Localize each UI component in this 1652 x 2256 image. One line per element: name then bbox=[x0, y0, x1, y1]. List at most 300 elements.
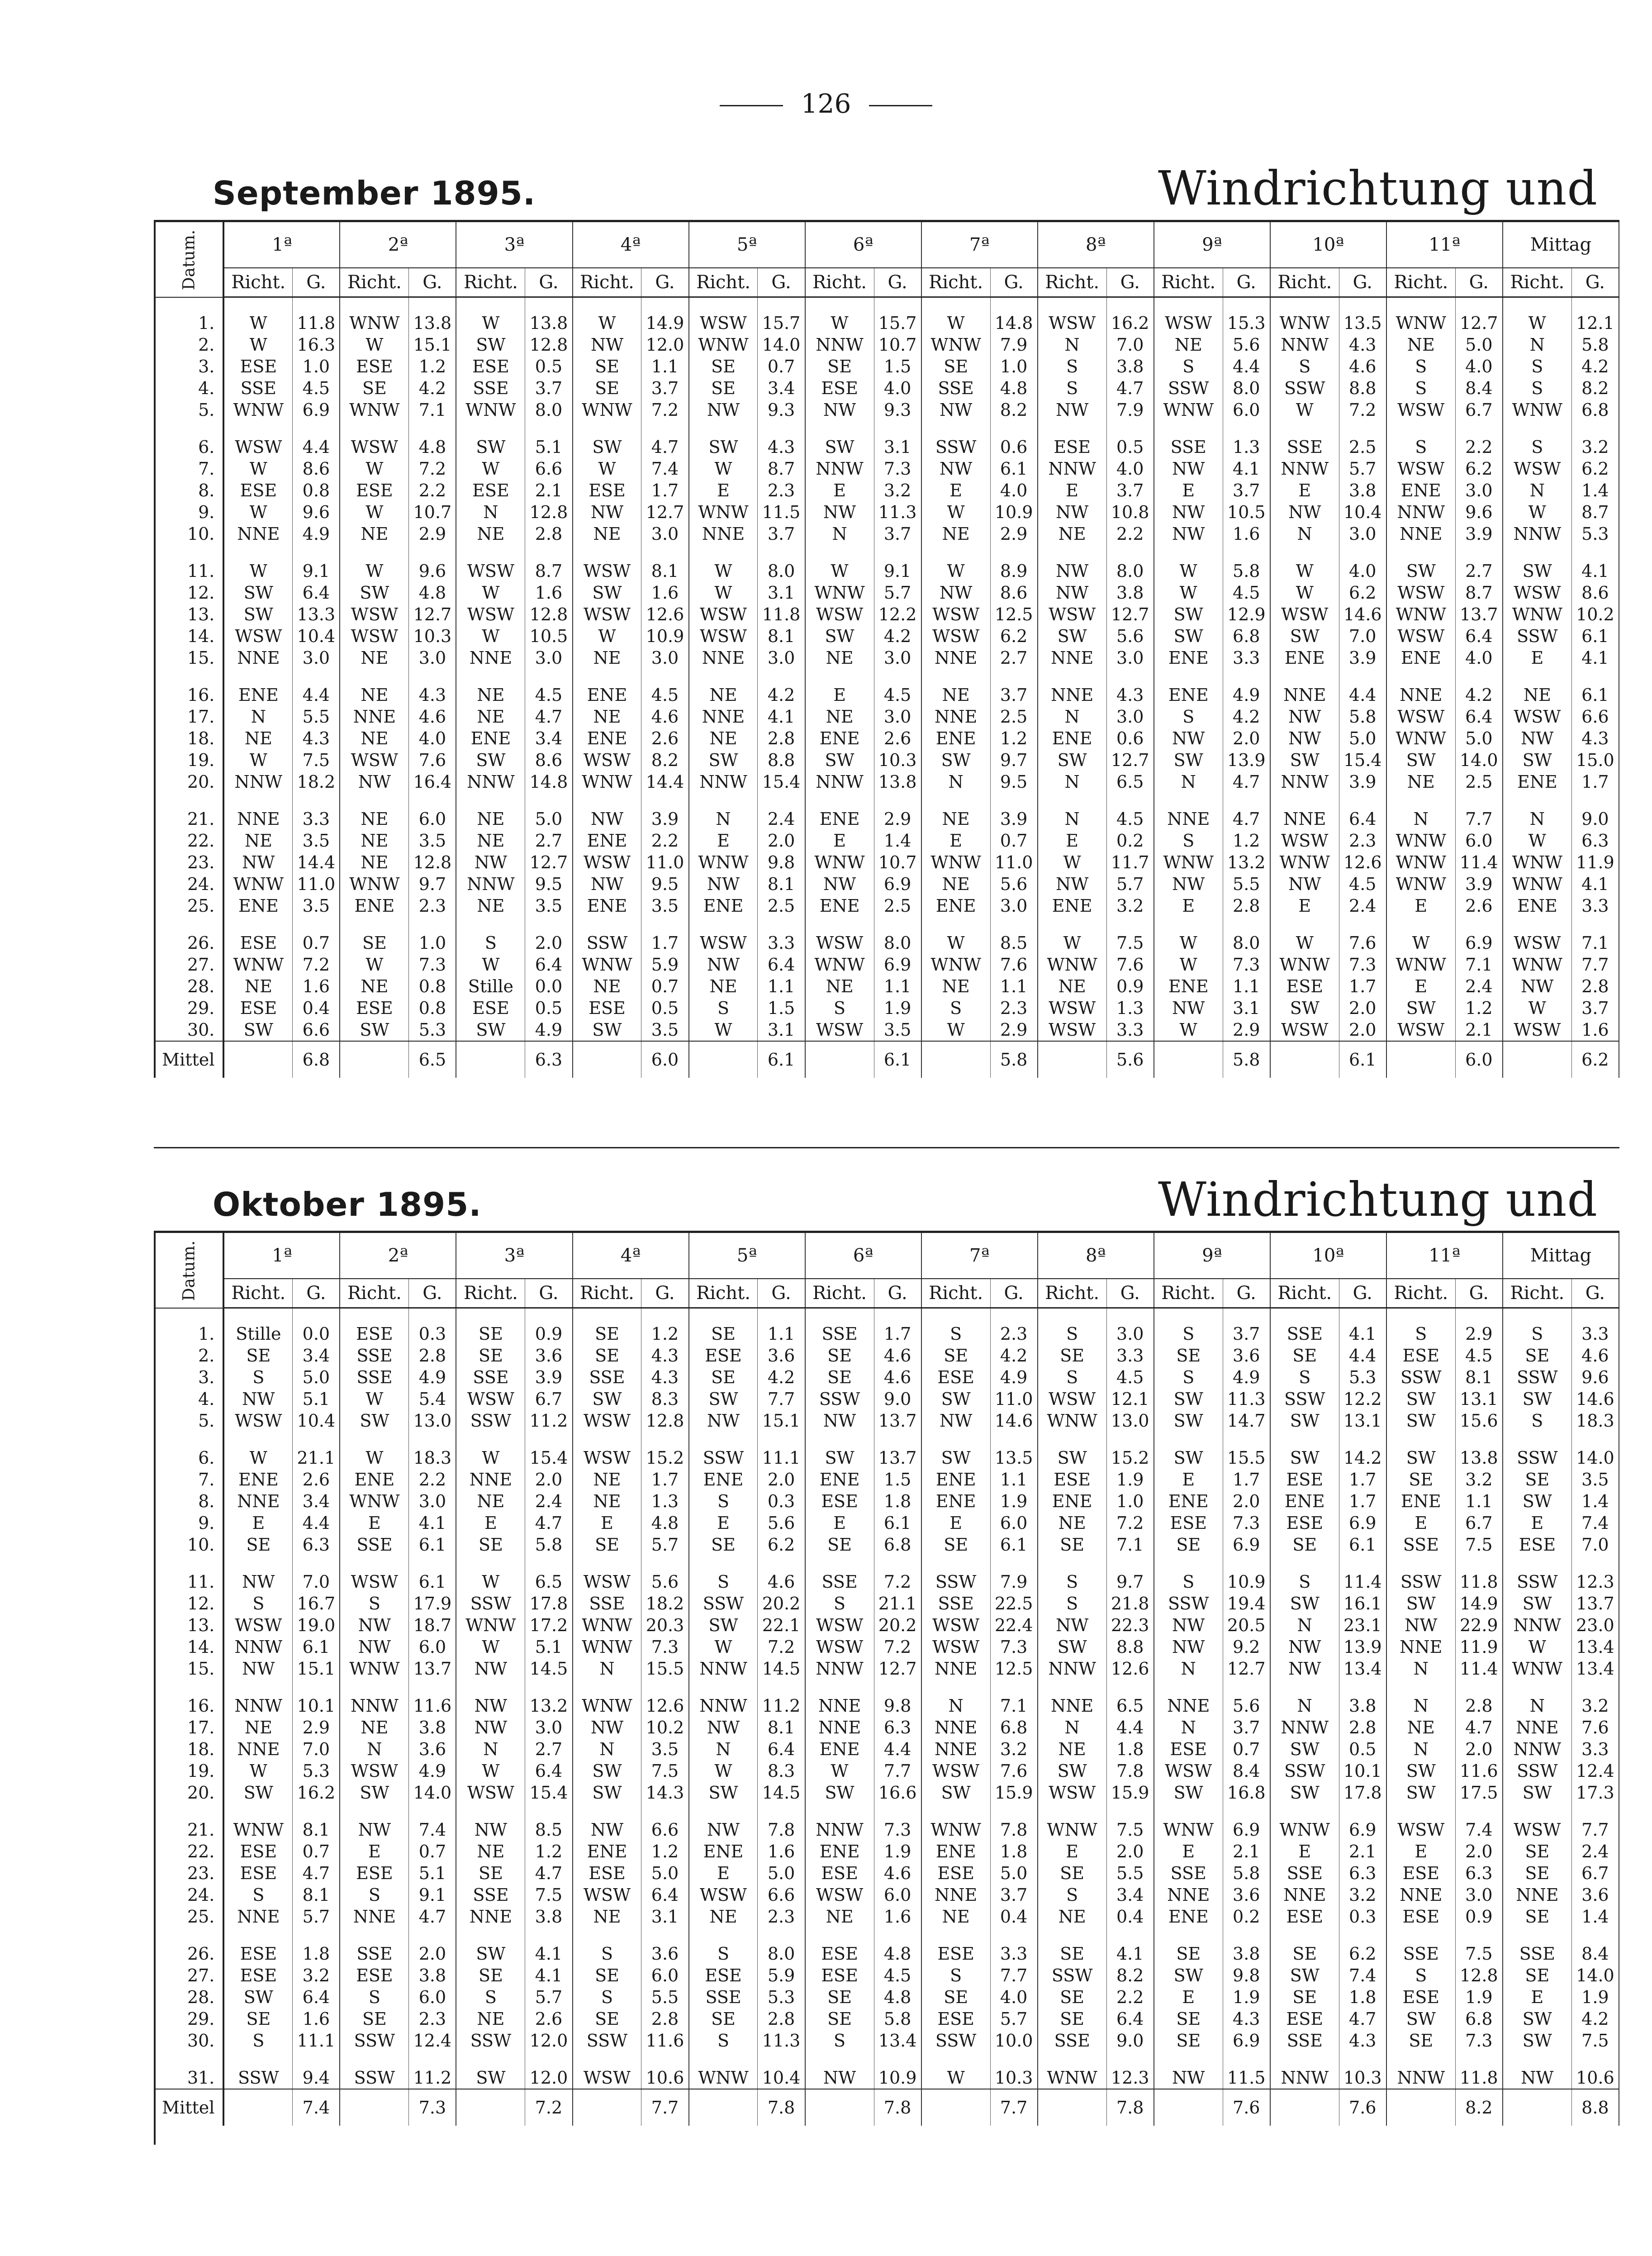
speed-cell: 7.6 bbox=[409, 749, 456, 771]
speed-cell: 16.2 bbox=[293, 1782, 340, 1804]
speed-cell: 13.2 bbox=[525, 1695, 573, 1717]
direction-cell: SSW bbox=[1038, 1965, 1106, 1986]
direction-cell: N bbox=[1038, 771, 1106, 793]
direction-cell: SE bbox=[223, 1534, 292, 1556]
speed-cell: 13.4 bbox=[1339, 1658, 1386, 1680]
direction-cell: SE bbox=[921, 356, 990, 377]
speed-cell: 13.8 bbox=[874, 771, 921, 793]
speed-cell: 1.9 bbox=[1455, 1986, 1503, 2008]
direction-cell: NW bbox=[805, 1410, 874, 1432]
speed-cell: 2.0 bbox=[1455, 1738, 1503, 1760]
speed-cell: 15.3 bbox=[1223, 297, 1270, 334]
direction-cell: NNE bbox=[456, 647, 525, 669]
date-header-label: Datum. bbox=[180, 229, 199, 290]
speed-cell: 10.9 bbox=[641, 625, 689, 647]
speed-cell: 11.2 bbox=[758, 1695, 805, 1717]
direction-cell: SW bbox=[1038, 1636, 1106, 1658]
direction-cell: SW bbox=[1270, 1965, 1339, 1986]
speed-cell: 15.5 bbox=[641, 1658, 689, 1680]
speed-cell: 0.7 bbox=[641, 976, 689, 997]
direction-cell: SE bbox=[689, 1308, 758, 1345]
table-row bbox=[155, 523, 1619, 545]
date-cell: 17. bbox=[155, 706, 223, 728]
table-row bbox=[155, 604, 1619, 625]
direction-cell: NE bbox=[1386, 771, 1455, 793]
speed-cell: 10.3 bbox=[874, 749, 921, 771]
direction-cell: SSW bbox=[921, 1571, 990, 1593]
speed-cell: 6.3 bbox=[874, 1717, 921, 1738]
speed-cell: 8.9 bbox=[990, 560, 1038, 582]
speed-subheader: G. bbox=[1571, 1279, 1619, 1308]
direction-cell: W bbox=[223, 334, 292, 356]
speed-cell: 6.1 bbox=[990, 1534, 1038, 1556]
table-row bbox=[155, 1388, 1619, 1410]
oktober-heading: Windrichtung und bbox=[1158, 1172, 1598, 1227]
speed-cell: 2.9 bbox=[293, 1717, 340, 1738]
speed-cell: 10.6 bbox=[641, 2067, 689, 2089]
direction-cell: NW bbox=[921, 399, 990, 421]
speed-cell: 15.4 bbox=[1339, 749, 1386, 771]
speed-cell: 12.8 bbox=[409, 852, 456, 873]
speed-cell: 2.7 bbox=[1455, 560, 1503, 582]
speed-cell: 7.3 bbox=[874, 458, 921, 480]
direction-cell: WNW bbox=[1386, 297, 1455, 334]
direction-cell: N bbox=[1270, 1614, 1339, 1636]
direction-cell: N bbox=[1038, 706, 1106, 728]
speed-cell: 3.0 bbox=[874, 706, 921, 728]
speed-cell: 1.4 bbox=[1571, 480, 1619, 501]
speed-cell: 4.1 bbox=[1106, 1943, 1154, 1965]
direction-cell: NNE bbox=[223, 523, 292, 545]
speed-cell: 8.2 bbox=[990, 399, 1038, 421]
direction-cell: NNW bbox=[223, 1695, 292, 1717]
direction-cell: N bbox=[456, 1738, 525, 1760]
speed-cell: 4.0 bbox=[409, 728, 456, 749]
direction-cell: W bbox=[223, 560, 292, 582]
direction-cell: SW bbox=[1038, 625, 1106, 647]
direction-cell: WNW bbox=[456, 399, 525, 421]
direction-cell: NE bbox=[921, 976, 990, 997]
speed-cell: 10.5 bbox=[1223, 501, 1270, 523]
speed-cell: 4.5 bbox=[293, 377, 340, 399]
direction-cell: NW bbox=[1154, 873, 1223, 895]
direction-cell: WSW bbox=[805, 932, 874, 954]
speed-cell: 10.4 bbox=[293, 1410, 340, 1432]
direction-cell: E bbox=[921, 1512, 990, 1534]
table-row bbox=[155, 2030, 1619, 2051]
date-cell: 22. bbox=[155, 1841, 223, 1862]
speed-cell: 3.5 bbox=[293, 895, 340, 917]
mittel-value: 5.6 bbox=[1106, 1041, 1154, 1078]
direction-cell: SSW bbox=[1270, 377, 1339, 399]
direction-cell: NW bbox=[805, 399, 874, 421]
speed-cell: 8.1 bbox=[641, 560, 689, 582]
speed-cell: 4.8 bbox=[990, 377, 1038, 399]
speed-cell: 2.7 bbox=[525, 830, 573, 852]
direction-cell: SW bbox=[1270, 1447, 1339, 1469]
speed-cell: 0.4 bbox=[1106, 1906, 1154, 1928]
speed-cell: 1.0 bbox=[1106, 1490, 1154, 1512]
speed-cell: 6.0 bbox=[990, 1512, 1038, 1534]
direction-cell: N bbox=[1038, 808, 1106, 830]
direction-cell: NE bbox=[223, 830, 292, 852]
speed-cell: 5.6 bbox=[641, 1571, 689, 1593]
speed-cell: 1.2 bbox=[1223, 830, 1270, 852]
speed-cell: 1.2 bbox=[641, 1308, 689, 1345]
speed-cell: 10.2 bbox=[1571, 604, 1619, 625]
speed-cell: 7.2 bbox=[874, 1636, 921, 1658]
direction-cell: E bbox=[805, 1512, 874, 1534]
speed-cell: 2.2 bbox=[1106, 1986, 1154, 2008]
speed-cell: 22.3 bbox=[1106, 1614, 1154, 1636]
speed-cell: 3.7 bbox=[1106, 480, 1154, 501]
direction-cell: WNW bbox=[1038, 2067, 1106, 2089]
speed-cell: 4.4 bbox=[1106, 1717, 1154, 1738]
speed-cell: 2.8 bbox=[758, 728, 805, 749]
direction-cell: WSW bbox=[1386, 1019, 1455, 1041]
direction-cell: ENE bbox=[689, 1841, 758, 1862]
direction-cell: N bbox=[1038, 1717, 1106, 1738]
hour-header: 1ª bbox=[223, 1232, 340, 1279]
direction-cell: E bbox=[1386, 1512, 1455, 1534]
direction-cell: W bbox=[223, 501, 292, 523]
speed-cell: 1.8 bbox=[1106, 1738, 1154, 1760]
date-cell: 8. bbox=[155, 1490, 223, 1512]
direction-cell: W bbox=[921, 501, 990, 523]
speed-cell: 12.0 bbox=[641, 334, 689, 356]
date-cell: 11. bbox=[155, 560, 223, 582]
direction-cell: E bbox=[689, 830, 758, 852]
speed-cell: 3.1 bbox=[758, 1019, 805, 1041]
direction-cell: SSE bbox=[921, 377, 990, 399]
speed-cell: 15.7 bbox=[758, 297, 805, 334]
direction-cell: W bbox=[1503, 501, 1571, 523]
direction-cell: NW bbox=[1270, 1636, 1339, 1658]
direction-cell: ENE bbox=[223, 684, 292, 706]
speed-cell: 15.6 bbox=[1455, 1410, 1503, 1432]
direction-cell: NNE bbox=[223, 1906, 292, 1928]
speed-cell: 6.1 bbox=[409, 1534, 456, 1556]
direction-cell: ENE bbox=[689, 895, 758, 917]
direction-subheader: Richt. bbox=[456, 1279, 525, 1308]
direction-cell: SE bbox=[805, 356, 874, 377]
direction-cell: WSW bbox=[223, 625, 292, 647]
speed-cell: 3.4 bbox=[758, 377, 805, 399]
direction-cell: W bbox=[1154, 560, 1223, 582]
speed-cell: 6.8 bbox=[1571, 399, 1619, 421]
direction-cell: NNE bbox=[689, 647, 758, 669]
mittel-value: 6.2 bbox=[1571, 1041, 1619, 1078]
direction-cell: SE bbox=[1038, 1862, 1106, 1884]
direction-cell: ESE bbox=[1386, 1986, 1455, 2008]
speed-cell: 4.9 bbox=[409, 1760, 456, 1782]
speed-cell: 5.6 bbox=[1106, 625, 1154, 647]
direction-cell: SE bbox=[573, 2008, 641, 2030]
direction-cell: SE bbox=[1270, 1986, 1339, 2008]
table-row bbox=[155, 1782, 1619, 1804]
speed-cell: 9.0 bbox=[1571, 808, 1619, 830]
direction-cell: NNW bbox=[1503, 523, 1571, 545]
speed-cell: 2.8 bbox=[1455, 1695, 1503, 1717]
direction-cell: NE bbox=[340, 852, 408, 873]
direction-cell: N bbox=[689, 808, 758, 830]
direction-cell: S bbox=[1154, 1366, 1223, 1388]
speed-cell: 8.2 bbox=[1571, 377, 1619, 399]
direction-cell: WSW bbox=[456, 1782, 525, 1804]
direction-cell: W bbox=[573, 297, 641, 334]
direction-cell: NE bbox=[689, 728, 758, 749]
speed-cell: 9.3 bbox=[758, 399, 805, 421]
direction-subheader: Richt. bbox=[1270, 268, 1339, 297]
direction-cell: NNE bbox=[340, 706, 408, 728]
direction-cell: ENE bbox=[1154, 684, 1223, 706]
speed-cell: 1.8 bbox=[293, 1943, 340, 1965]
speed-cell: 6.7 bbox=[525, 1388, 573, 1410]
direction-cell: S bbox=[573, 1986, 641, 2008]
direction-cell: S bbox=[1154, 830, 1223, 852]
direction-cell: E bbox=[1503, 1986, 1571, 2008]
speed-cell: 12.7 bbox=[1455, 297, 1503, 334]
direction-cell: SE bbox=[1154, 1534, 1223, 1556]
speed-cell: 2.0 bbox=[1223, 728, 1270, 749]
speed-cell: 1.6 bbox=[293, 2008, 340, 2030]
date-cell: 16. bbox=[155, 1695, 223, 1717]
speed-cell: 5.1 bbox=[525, 436, 573, 458]
date-cell: 3. bbox=[155, 1366, 223, 1388]
speed-cell: 4.9 bbox=[293, 523, 340, 545]
speed-cell: 3.8 bbox=[1106, 356, 1154, 377]
speed-cell: 6.0 bbox=[409, 1636, 456, 1658]
speed-cell: 0.7 bbox=[990, 830, 1038, 852]
direction-cell: S bbox=[1503, 436, 1571, 458]
speed-cell: 4.1 bbox=[525, 1943, 573, 1965]
direction-cell: NE bbox=[1038, 523, 1106, 545]
direction-cell: SE bbox=[573, 377, 641, 399]
direction-cell: W bbox=[805, 1760, 874, 1782]
speed-cell: 13.7 bbox=[409, 1658, 456, 1680]
speed-cell: 14.6 bbox=[990, 1410, 1038, 1432]
speed-cell: 4.0 bbox=[1339, 560, 1386, 582]
speed-cell: 13.9 bbox=[1223, 749, 1270, 771]
direction-cell: S bbox=[1503, 1410, 1571, 1432]
direction-cell: SSW bbox=[573, 932, 641, 954]
direction-cell: E bbox=[1270, 1841, 1339, 1862]
direction-cell: N bbox=[1386, 1658, 1455, 1680]
speed-cell: 8.0 bbox=[1223, 377, 1270, 399]
direction-cell: NE bbox=[340, 647, 408, 669]
table-row bbox=[155, 1819, 1619, 1841]
speed-cell: 3.7 bbox=[758, 523, 805, 545]
table-row bbox=[155, 1717, 1619, 1738]
direction-cell: SW bbox=[456, 436, 525, 458]
direction-cell: W bbox=[1270, 582, 1339, 604]
speed-cell: 8.1 bbox=[293, 1884, 340, 1906]
speed-cell: 11.3 bbox=[1223, 1388, 1270, 1410]
speed-cell: 11.2 bbox=[409, 2067, 456, 2089]
speed-cell: 7.9 bbox=[1106, 399, 1154, 421]
direction-cell: W bbox=[1154, 954, 1223, 976]
speed-cell: 13.5 bbox=[1339, 297, 1386, 334]
direction-cell: WSW bbox=[340, 436, 408, 458]
direction-cell: ENE bbox=[921, 728, 990, 749]
speed-cell: 6.1 bbox=[409, 1571, 456, 1593]
direction-cell: ESE bbox=[223, 1943, 292, 1965]
oktober-table-block bbox=[154, 1231, 1619, 2126]
direction-cell: W bbox=[456, 458, 525, 480]
speed-cell: 6.0 bbox=[1223, 399, 1270, 421]
direction-cell: ESE bbox=[689, 1345, 758, 1366]
direction-cell: SE bbox=[340, 932, 408, 954]
direction-cell: W bbox=[805, 297, 874, 334]
direction-cell: W bbox=[340, 560, 408, 582]
speed-cell: 12.6 bbox=[1106, 1658, 1154, 1680]
speed-cell: 15.4 bbox=[525, 1782, 573, 1804]
direction-cell: NE bbox=[573, 1469, 641, 1490]
speed-cell: 8.2 bbox=[641, 749, 689, 771]
direction-cell: N bbox=[921, 771, 990, 793]
speed-cell: 2.6 bbox=[874, 728, 921, 749]
direction-cell: WSW bbox=[1503, 458, 1571, 480]
direction-cell: SE bbox=[1386, 1469, 1455, 1490]
speed-cell: 4.5 bbox=[1455, 1345, 1503, 1366]
direction-cell: N bbox=[1386, 1738, 1455, 1760]
direction-cell: SSW bbox=[921, 2030, 990, 2051]
speed-cell: 14.8 bbox=[990, 297, 1038, 334]
direction-cell: N bbox=[921, 1695, 990, 1717]
speed-cell: 3.7 bbox=[525, 377, 573, 399]
mittel-value: 6.0 bbox=[1455, 1041, 1503, 1078]
speed-cell: 6.4 bbox=[525, 1760, 573, 1782]
speed-cell: 4.7 bbox=[1339, 2008, 1386, 2030]
direction-cell: ESE bbox=[921, 1366, 990, 1388]
direction-cell: W bbox=[689, 582, 758, 604]
speed-cell: 4.2 bbox=[990, 1345, 1038, 1366]
speed-cell: 4.3 bbox=[1106, 684, 1154, 706]
speed-cell: 17.8 bbox=[1339, 1782, 1386, 1804]
direction-cell: S bbox=[1503, 1308, 1571, 1345]
speed-cell: 12.8 bbox=[525, 604, 573, 625]
speed-cell: 12.8 bbox=[525, 334, 573, 356]
direction-cell: S bbox=[223, 1884, 292, 1906]
speed-cell: 2.4 bbox=[758, 808, 805, 830]
speed-cell: 5.6 bbox=[1223, 1695, 1270, 1717]
speed-cell: 1.6 bbox=[874, 1906, 921, 1928]
speed-cell: 7.7 bbox=[758, 1388, 805, 1410]
direction-cell: WNW bbox=[1503, 954, 1571, 976]
speed-cell: 10.2 bbox=[641, 1717, 689, 1738]
speed-cell: 3.0 bbox=[990, 895, 1038, 917]
speed-cell: 1.3 bbox=[641, 1490, 689, 1512]
speed-cell: 8.2 bbox=[1106, 1965, 1154, 1986]
direction-cell: NNW bbox=[1270, 2067, 1339, 2089]
speed-cell: 13.7 bbox=[1455, 604, 1503, 625]
direction-cell: NE bbox=[340, 728, 408, 749]
direction-cell: SSW bbox=[921, 436, 990, 458]
direction-cell: NNE bbox=[1038, 647, 1106, 669]
direction-cell: WNW bbox=[1386, 830, 1455, 852]
speed-cell: 10.7 bbox=[874, 334, 921, 356]
speed-cell: 6.9 bbox=[293, 399, 340, 421]
direction-cell: WNW bbox=[223, 1819, 292, 1841]
date-cell: 31. bbox=[155, 2067, 223, 2089]
speed-cell: 3.8 bbox=[1223, 1943, 1270, 1965]
table-row bbox=[155, 1760, 1619, 1782]
speed-cell: 1.7 bbox=[1339, 1490, 1386, 1512]
speed-cell: 3.3 bbox=[1571, 1308, 1619, 1345]
mittel-value: 7.3 bbox=[409, 2089, 456, 2126]
direction-cell: NNE bbox=[1503, 1717, 1571, 1738]
direction-cell: W bbox=[1154, 582, 1223, 604]
speed-cell: 4.7 bbox=[641, 436, 689, 458]
direction-cell: NE bbox=[456, 1841, 525, 1862]
direction-cell: ENE bbox=[921, 1469, 990, 1490]
speed-cell: 11.3 bbox=[874, 501, 921, 523]
direction-cell: SW bbox=[921, 1447, 990, 1469]
direction-cell: SE bbox=[573, 1965, 641, 1986]
direction-cell: WNW bbox=[1503, 852, 1571, 873]
table-row bbox=[155, 2067, 1619, 2089]
direction-cell: W bbox=[340, 501, 408, 523]
date-cell: 4. bbox=[155, 1388, 223, 1410]
speed-cell: 11.0 bbox=[293, 873, 340, 895]
direction-cell: NW bbox=[1154, 501, 1223, 523]
speed-cell: 11.9 bbox=[1571, 852, 1619, 873]
direction-cell: NE bbox=[456, 2008, 525, 2030]
direction-cell: ESE bbox=[805, 1965, 874, 1986]
direction-cell: WSW bbox=[805, 604, 874, 625]
direction-cell: WNW bbox=[1386, 852, 1455, 873]
speed-cell: 7.7 bbox=[990, 1965, 1038, 1986]
speed-cell: 6.4 bbox=[1339, 808, 1386, 830]
direction-cell: S bbox=[573, 1943, 641, 1965]
direction-cell: S bbox=[223, 2030, 292, 2051]
direction-cell: NW bbox=[1503, 976, 1571, 997]
direction-cell: SW bbox=[573, 1760, 641, 1782]
direction-cell: NNE bbox=[1038, 1695, 1106, 1717]
direction-cell: SE bbox=[573, 1308, 641, 1345]
speed-cell: 12.3 bbox=[1106, 2067, 1154, 2089]
direction-cell: ENE bbox=[1038, 728, 1106, 749]
speed-cell: 6.7 bbox=[1455, 1512, 1503, 1534]
direction-cell: ENE bbox=[573, 895, 641, 917]
date-cell: 6. bbox=[155, 436, 223, 458]
direction-subheader: Richt. bbox=[689, 268, 758, 297]
speed-cell: 7.5 bbox=[1571, 2030, 1619, 2051]
mittel-row bbox=[155, 1041, 1619, 1078]
direction-cell: SE bbox=[689, 1534, 758, 1556]
direction-cell: SW bbox=[1503, 1782, 1571, 1804]
table-row bbox=[155, 1862, 1619, 1884]
direction-cell: NNW bbox=[689, 1658, 758, 1680]
direction-cell: WSW bbox=[689, 932, 758, 954]
direction-cell: E bbox=[1154, 895, 1223, 917]
table-row bbox=[155, 2008, 1619, 2030]
direction-cell: NE bbox=[689, 1906, 758, 1928]
direction-cell: SW bbox=[1038, 1760, 1106, 1782]
direction-cell: SW bbox=[340, 1019, 408, 1041]
speed-cell: 4.8 bbox=[874, 1986, 921, 2008]
direction-cell: SW bbox=[1270, 1410, 1339, 1432]
speed-cell: 9.1 bbox=[874, 560, 921, 582]
direction-cell: NE bbox=[921, 808, 990, 830]
speed-cell: 12.4 bbox=[1571, 1760, 1619, 1782]
direction-cell: ENE bbox=[805, 1469, 874, 1490]
direction-cell: WSW bbox=[921, 1636, 990, 1658]
direction-cell: NE bbox=[573, 1490, 641, 1512]
direction-cell: N bbox=[1503, 808, 1571, 830]
speed-cell: 9.6 bbox=[1455, 501, 1503, 523]
speed-cell: 1.8 bbox=[990, 1841, 1038, 1862]
